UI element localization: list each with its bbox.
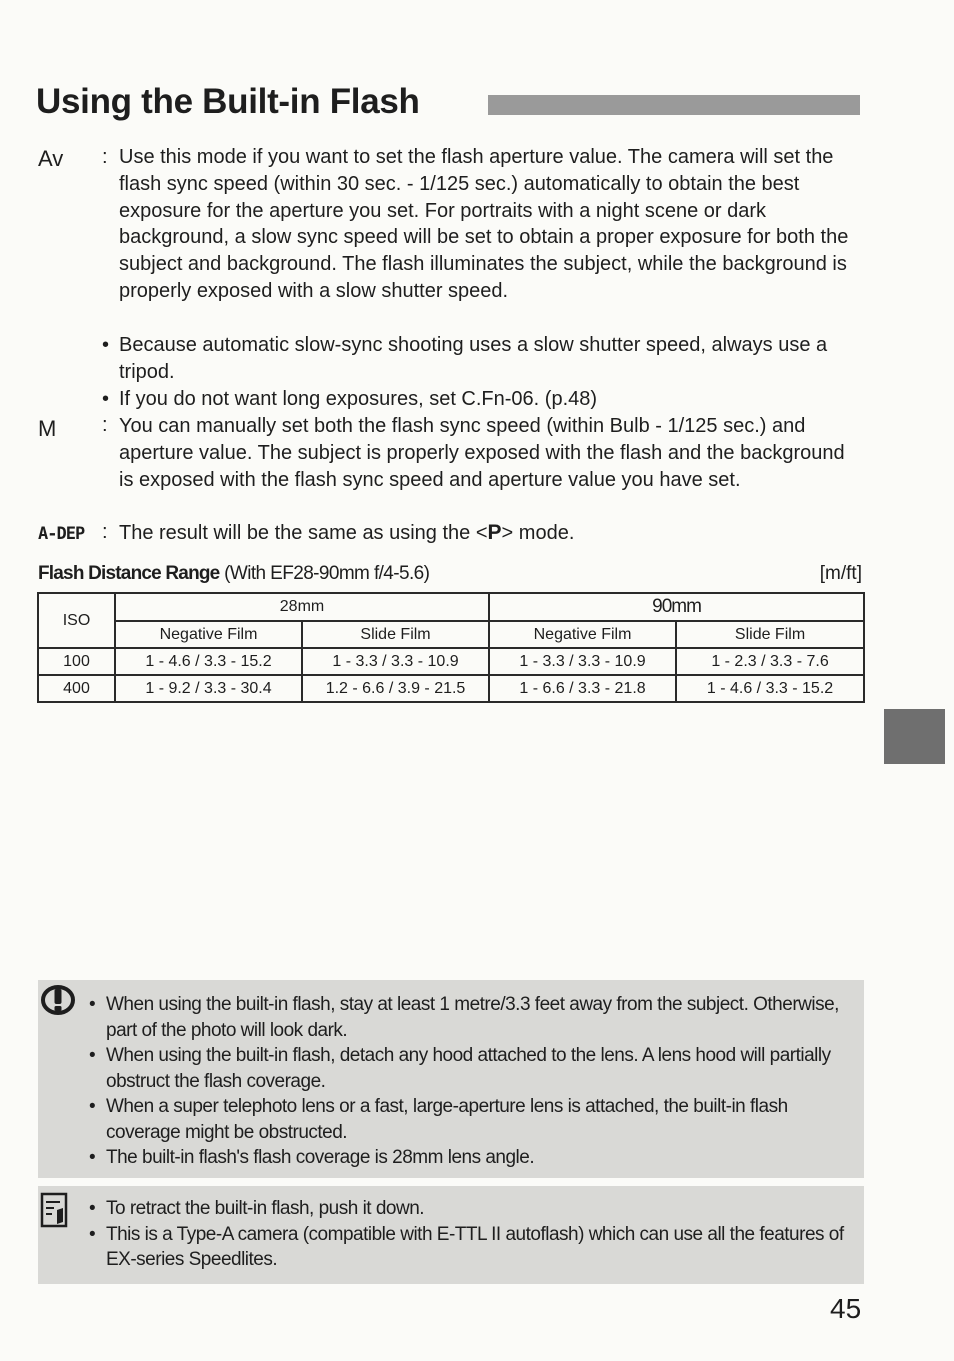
mode-key-m: M [38,416,57,441]
flash-range-subtitle: (With EF28-90mm f/4-5.6) [224,563,430,584]
program-mode-symbol: P [487,521,502,544]
list-item [89,1222,851,1273]
bullet-icon: • [89,1147,96,1168]
memo-text: To retract the built-in flash, push it down. [106,1198,425,1219]
list-item [89,1145,851,1171]
caution-text: When a super telephoto lens or a fast, large-aperture lens is attached, the built-in flash coverage might be obstructed. [106,1096,788,1143]
cell-28-negative: 1 - 4.6 / 3.3 - 15.2 [115,648,302,675]
cell-28-slide: 1 - 3.3 / 3.3 - 10.9 [302,648,489,675]
bullet-text: If you do not want long exposures, set C.Fn-06. (p.48) [119,388,598,410]
page-title: Using the Built-in Flash [36,82,420,121]
memo-box [38,1186,864,1284]
list-item [89,1043,851,1094]
bullet-icon: • [89,1045,96,1066]
cell-28-negative: 1 - 9.2 / 3.3 - 30.4 [115,675,302,702]
memo-list [89,1196,851,1273]
bullet-icon: • [89,1223,96,1245]
adep-text-before: The result will be the same as using the < [119,522,488,544]
title-decoration-bar [488,95,860,115]
list-item [89,1196,851,1222]
mode-av-bullet [102,386,862,413]
cell-90-slide: 1 - 4.6 / 3.3 - 15.2 [676,675,864,702]
memo-icon [40,1192,70,1228]
cell-90-negative: 1 - 3.3 / 3.3 - 10.9 [489,648,676,675]
header-28mm: 28mm [115,593,489,621]
cell-90-negative: 1 - 6.6 / 3.3 - 21.8 [489,675,676,702]
separator-colon: : [102,146,108,168]
caution-icon [40,984,76,1016]
mode-av-bullet [102,332,862,386]
mode-key-adep: A-DEP [38,524,85,544]
cell-28-slide: 1.2 - 6.6 / 3.9 - 21.5 [302,675,489,702]
mode-adep-description [119,520,864,547]
cell-iso: 100 [38,648,115,675]
header-slide-film: Slide Film [302,621,489,648]
chapter-tab-marker [884,709,945,764]
mode-key-av: Av [38,146,64,171]
flash-range-table [37,592,865,703]
separator-colon: : [102,521,108,543]
separator-colon: : [102,414,108,436]
header-90mm: 90mm [489,593,864,621]
caution-text: When using the built-in flash, detach any hood attached to the lens. A lens hood will partially obstruct the flash coverage. [106,1045,831,1092]
cell-90-slide: 1 - 2.3 / 3.3 - 7.6 [676,648,864,675]
header-negative-film: Negative Film [489,621,676,648]
flash-range-units: [m/ft] [819,563,862,584]
mode-av-description: Use this mode if you want to set the flash aperture value. The camera will set the flash sync speed (within 30 sec. - 1/125 sec.) automatically to obtain the best exposure for the aperture you set. For portraits with a night scene or dark background, a slow sync speed will be set to obtain a proper exposure for both the subject and background. The flash illuminates the subject, while the background is properly exposed with a slow shutter speed. [119,146,849,302]
page-number: 45 [830,1293,862,1324]
flash-range-heading [38,563,429,585]
bullet-icon: • [89,1198,96,1219]
bullet-icon: • [89,994,96,1015]
bullet-icon: • [102,388,110,410]
flash-range-title: Flash Distance Range [38,563,220,584]
header-negative-film: Negative Film [115,621,302,648]
mode-m-description: You can manually set both the flash sync speed (within Bulb - 1/125 sec.) and aperture value. The subject is properly exposed with the flash and the background is exposed with the flash sync speed and aperture value you have set. [119,415,845,491]
bullet-icon: • [102,334,110,356]
header-slide-film: Slide Film [676,621,864,648]
caution-list [89,992,851,1171]
header-iso: ISO [38,593,115,648]
table-row [38,648,864,675]
cell-iso: 400 [38,675,115,702]
caution-text: When using the built-in flash, stay at least 1 metre/3.3 feet away from the subject. Otherwise, part of the photo will look dark. [106,994,839,1041]
list-item [89,992,851,1043]
caution-box [38,980,864,1178]
memo-text: This is a Type-A camera (compatible with E-TTL II autoflash) which can use all the features of EX-series Speedlites. [106,1223,844,1270]
bullet-icon: • [89,1096,96,1117]
list-item [89,1094,851,1145]
table-row [38,675,864,702]
adep-text-after: > mode. [501,522,575,544]
caution-text: The built-in flash's flash coverage is 28mm lens angle. [106,1147,535,1168]
bullet-text: Because automatic slow-sync shooting uses a slow shutter speed, always use a tripod. [119,334,828,383]
